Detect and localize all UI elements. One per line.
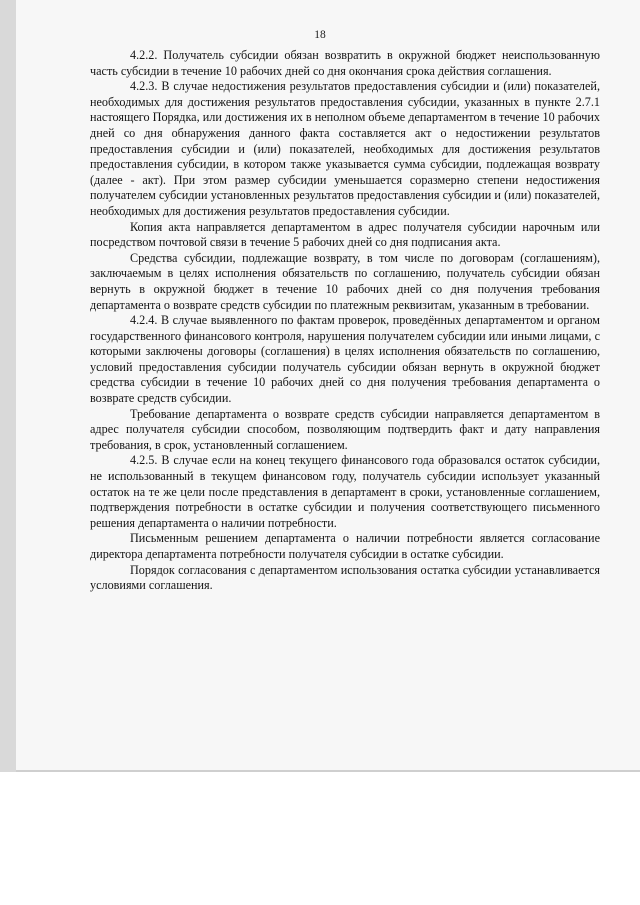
paragraph-act-copy: Копия акта направляется департаментом в адрес получателя субсидии нарочным или посредством почтовой связи в течение 5 рабочих дней со дня подписания акта.: [90, 219, 600, 250]
scan-left-edge: [0, 0, 16, 772]
paragraph-approval-procedure: Порядок согласования с департаментом использования остатка субсидии устанавливается условиями соглашения.: [90, 562, 600, 593]
document-body: [90, 48, 600, 594]
page-number: 18: [314, 29, 326, 41]
paragraph-refund-funds: Средства субсидии, подлежащие возврату, в том числе по договорам (соглашениям), заключаемым в целях исполнения обязательств по соглашению, получатель субсидии обязан вернуть в окружной бюджет в течение 10 рабочих дней со дня получения требования департамента о возврате средств субсидии по платежным реквизитам, указанным в требовании.: [90, 250, 600, 312]
paragraph-requirement: Требование департамента о возврате средств субсидии направляется департаментом в адрес получателя субсидии способом, позволяющим подтвердить факт и дату направления требования, в срок, установленный соглашением.: [90, 406, 600, 452]
paragraph-4-2-3: 4.2.3. В случае недостижения результатов предоставления субсидии и (или) показателей, необходимых для достижения результатов предоставления субсидии, указанных в пункте 2.7.1 настоящего Порядка, или достижения их в неполном объеме департаментом в течение 10 рабочих дней со дня обнаружения данного факта составляется акт о недостижении результатов предоставления субсидии и (или) показателей, необходимых для достижения результатов предоставления субсидии, в котором также указывается сумма субсидии, подлежащая возврату (далее - акт). При этом размер субсидии уменьшается соразмерно степени недостижения получателем субсидии установленных результатов предоставления субсидии и (или) показателей, необходимых для достижения результатов предоставления субсидии.: [90, 79, 600, 218]
paragraph-4-2-5: 4.2.5. В случае если на конец текущего финансового года образовался остаток субсидии, не использованный в текущем финансовом году, получатель субсидии использует указанный остаток на те же цели после представления в департамент в сроки, установленные соглашением, подтверждения потребности в остатке субсидии и получения соответствующего письменного решения департамента о наличии потребности.: [90, 453, 600, 530]
paragraph-4-2-2: 4.2.2. Получатель субсидии обязан возвратить в окружной бюджет неиспользованную часть субсидии в течение 10 рабочих дней со дня окончания срока действия соглашения.: [90, 48, 600, 78]
paragraph-written-decision: Письменным решением департамента о наличии потребности является согласование директора департамента потребности получателя субсидии в остатке субсидии.: [90, 531, 600, 561]
paragraph-4-2-4: 4.2.4. В случае выявленного по фактам проверок, проведённых департаментом и органом государственного финансового контроля, нарушения получателем субсидии или иными лицами, с которыми заключены договоры (соглашения) в целях исполнения обязательств по соглашению, условий предоставления субсидии получатель субсидии обязан вернуть в окружной бюджет средства субсидии в течение 10 рабочих дней со дня получения требования департамента о возврате средств субсидии.: [90, 313, 600, 406]
